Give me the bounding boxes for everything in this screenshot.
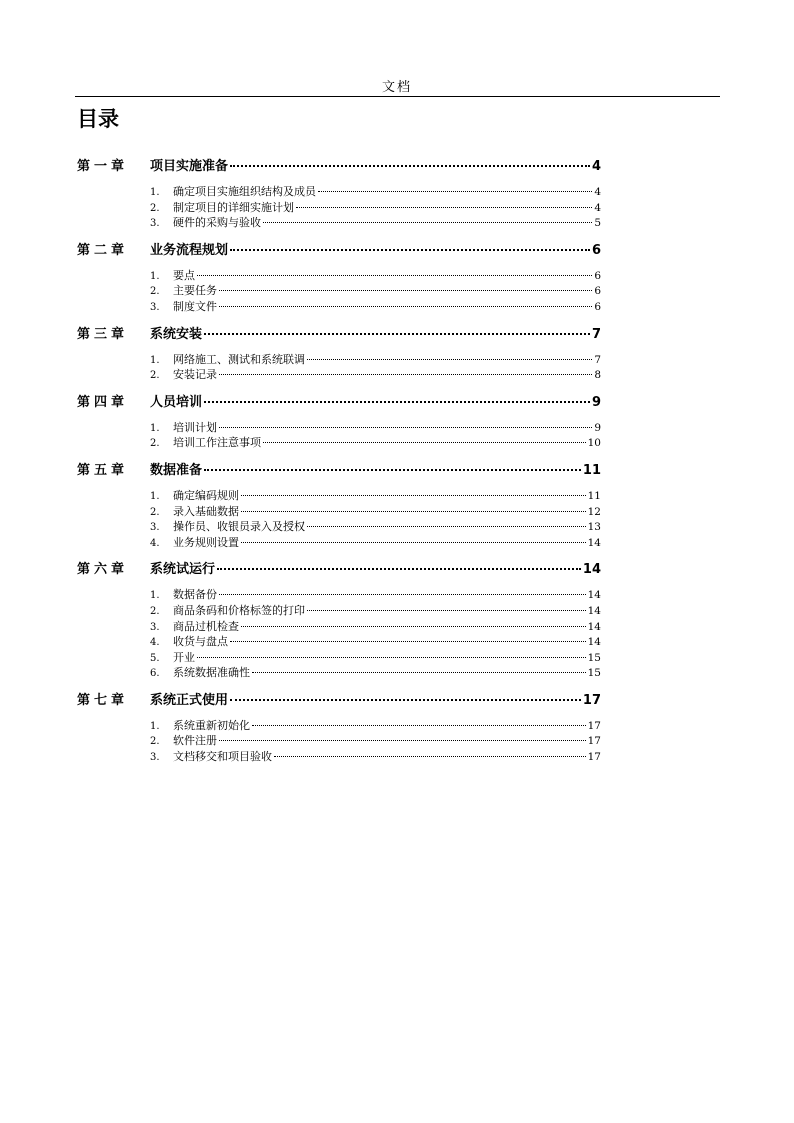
dot-leader: [219, 594, 586, 595]
section-page-number: 8: [594, 369, 601, 382]
dot-leader: [204, 333, 590, 335]
section-page-number: 15: [587, 667, 601, 680]
dot-leader: [204, 401, 590, 403]
chapter-section-list: [77, 267, 601, 314]
dot-leader: [219, 306, 592, 307]
toc-section-entry[interactable]: [77, 214, 601, 230]
chapter-title: 系统正式使用: [150, 692, 229, 708]
section-page-number: 15: [587, 651, 601, 664]
chapter-label: 第二章: [77, 242, 129, 258]
chapter-section-list: [77, 586, 601, 680]
section-title: 收货与盘点: [173, 635, 228, 649]
section-number: 3.: [150, 621, 160, 633]
dot-leader: [197, 275, 592, 276]
toc-section-entry[interactable]: [77, 664, 601, 680]
section-number: 3.: [150, 522, 160, 534]
section-page-number: 6: [594, 269, 601, 282]
toc-chapter: [77, 155, 601, 230]
toc-chapter: [77, 323, 601, 382]
chapter-title: 项目实施准备: [150, 159, 229, 174]
chapter-title: 人员培训: [150, 394, 203, 410]
dot-leader: [252, 725, 586, 726]
section-number: 6.: [150, 668, 160, 680]
toc-chapter: [77, 391, 601, 450]
chapter-title: 数据准备: [150, 462, 203, 478]
section-title: 培训计划: [173, 420, 217, 434]
chapter-label: 第六章: [77, 562, 129, 578]
section-page-number: 14: [587, 620, 601, 633]
chapter-title: 业务流程规划: [150, 242, 229, 258]
table-of-contents: [77, 155, 601, 773]
toc-section-entry[interactable]: [77, 282, 601, 298]
section-page-number: 14: [587, 536, 601, 549]
chapter-page-number: 9: [591, 394, 601, 410]
section-page-number: 9: [594, 421, 601, 434]
section-page-number: 14: [587, 589, 601, 602]
toc-section-entry[interactable]: [77, 649, 601, 665]
toc-section-entry[interactable]: [77, 267, 601, 283]
dot-leader: [230, 641, 586, 642]
section-title: 硬件的采购与验收: [173, 216, 261, 230]
toc-chapter-entry[interactable]: [77, 391, 601, 413]
chapter-label: 第一章: [77, 159, 129, 174]
section-number: 1.: [150, 720, 160, 732]
dot-leader: [274, 756, 586, 757]
dot-leader: [241, 495, 586, 496]
toc-section-entry[interactable]: [77, 419, 601, 435]
section-page-number: 5: [594, 217, 601, 230]
toc-section-entry[interactable]: [77, 503, 601, 519]
section-title: 业务规则设置: [173, 535, 239, 549]
chapter-section-list: [77, 419, 601, 450]
section-title: 商品条码和价格标签的打印: [173, 603, 305, 617]
toc-section-entry[interactable]: [77, 602, 601, 618]
section-number: 2.: [150, 286, 160, 298]
section-page-number: 12: [587, 505, 601, 518]
section-title: 商品过机检查: [173, 619, 239, 633]
dot-leader: [296, 207, 592, 208]
dot-leader: [263, 222, 592, 223]
section-title: 培训工作注意事项: [173, 436, 261, 450]
page-header: 文档: [381, 80, 412, 95]
dot-leader: [318, 191, 592, 192]
chapter-page-number: 14: [582, 562, 601, 578]
section-page-number: 14: [587, 636, 601, 649]
section-page-number: 10: [587, 437, 601, 450]
toc-section-entry[interactable]: [77, 732, 601, 748]
section-title: 系统重新初始化: [173, 718, 250, 732]
toc-section-entry[interactable]: [77, 618, 601, 634]
dot-leader: [241, 511, 586, 512]
dot-leader: [219, 427, 592, 428]
section-number: 5.: [150, 652, 160, 664]
section-number: 1.: [150, 590, 160, 602]
toc-title: 目录: [77, 107, 119, 131]
dot-leader: [241, 626, 586, 627]
section-title: 确定编码规则: [173, 488, 239, 502]
section-page-number: 17: [587, 751, 601, 764]
toc-section-entry[interactable]: [77, 366, 601, 382]
section-title: 系统数据准确性: [173, 666, 250, 680]
toc-chapter-entry[interactable]: [77, 689, 601, 711]
section-number: 2.: [150, 202, 160, 214]
toc-chapter: [77, 459, 601, 549]
toc-section-entry[interactable]: [77, 534, 601, 550]
dot-leader: [230, 699, 581, 701]
chapter-section-list: [77, 351, 601, 382]
section-number: 3.: [150, 301, 160, 313]
section-number: 3.: [150, 218, 160, 230]
chapter-title: 系统试运行: [150, 562, 216, 578]
toc-section-entry[interactable]: [77, 298, 601, 314]
toc-chapter: [77, 558, 601, 680]
section-title: 确定项目实施组织结构及成员: [173, 185, 316, 198]
toc-chapter: [77, 239, 601, 314]
section-page-number: 6: [594, 285, 601, 298]
section-title: 操作员、收银员录入及授权: [173, 520, 305, 534]
dot-leader: [230, 249, 590, 251]
toc-section-entry[interactable]: [77, 183, 601, 199]
chapter-label: 第七章: [77, 692, 129, 708]
chapter-section-list: [77, 183, 601, 230]
toc-section-entry[interactable]: [77, 434, 601, 450]
chapter-section-list: [77, 487, 601, 549]
chapter-page-number: 6: [591, 242, 601, 258]
section-number: 2.: [150, 370, 160, 382]
section-title: 开业: [173, 650, 195, 664]
chapter-page-number: 4: [591, 159, 601, 174]
section-title: 主要任务: [173, 284, 217, 298]
dot-leader: [217, 568, 581, 570]
section-number: 3.: [150, 752, 160, 764]
toc-section-entry[interactable]: [77, 518, 601, 534]
chapter-page-number: 7: [591, 326, 601, 342]
toc-chapter-entry[interactable]: [77, 323, 601, 345]
section-page-number: 4: [594, 201, 601, 214]
toc-chapter-entry[interactable]: [77, 239, 601, 261]
toc-chapter-entry[interactable]: [77, 459, 601, 481]
section-page-number: 6: [594, 300, 601, 313]
section-title: 安装记录: [173, 368, 217, 382]
dot-leader: [230, 165, 590, 167]
dot-leader: [219, 740, 586, 741]
dot-leader: [263, 442, 586, 443]
toc-chapter: [77, 689, 601, 764]
section-number: 1.: [150, 422, 160, 434]
section-title: 文档移交和项目验收: [173, 750, 272, 764]
chapter-title: 系统安装: [150, 326, 203, 342]
toc-section-entry[interactable]: [77, 199, 601, 215]
section-number: 2.: [150, 506, 160, 518]
section-page-number: 4: [594, 186, 601, 198]
dot-leader: [241, 542, 586, 543]
toc-section-entry[interactable]: [77, 351, 601, 367]
dot-leader: [307, 610, 586, 611]
section-number: 4.: [150, 637, 160, 649]
section-page-number: 11: [587, 489, 601, 502]
toc-section-entry[interactable]: [77, 586, 601, 602]
toc-section-entry[interactable]: [77, 487, 601, 503]
dot-leader: [219, 374, 592, 375]
toc-section-entry[interactable]: [77, 717, 601, 733]
toc-section-entry[interactable]: [77, 748, 601, 764]
section-title: 录入基础数据: [173, 504, 239, 518]
dot-leader: [204, 469, 581, 471]
section-page-number: 17: [587, 735, 601, 748]
section-number: 2.: [150, 438, 160, 450]
dot-leader: [197, 657, 586, 658]
section-page-number: 14: [587, 604, 601, 617]
chapter-page-number: 17: [582, 692, 601, 708]
chapter-label: 第三章: [77, 326, 129, 342]
section-title: 制定项目的详细实施计划: [173, 200, 294, 214]
section-title: 数据备份: [173, 588, 217, 602]
toc-section-entry[interactable]: [77, 633, 601, 649]
section-title: 网络施工、测试和系统联调: [173, 352, 305, 366]
section-number: 1.: [150, 490, 160, 502]
section-title: 制度文件: [173, 299, 217, 313]
section-number: 2.: [150, 736, 160, 748]
section-number: 2.: [150, 605, 160, 617]
section-number: 1.: [150, 187, 160, 198]
section-title: 要点: [173, 268, 195, 282]
section-number: 1.: [150, 270, 160, 282]
chapter-section-list: [77, 717, 601, 764]
chapter-label: 第五章: [77, 462, 129, 478]
section-page-number: 13: [587, 521, 601, 534]
header-divider: [75, 96, 720, 97]
section-title: 软件注册: [173, 734, 217, 748]
section-number: 4.: [150, 537, 160, 549]
chapter-page-number: 11: [582, 462, 601, 478]
toc-chapter-entry[interactable]: [77, 558, 601, 580]
section-page-number: 17: [587, 719, 601, 732]
section-number: 1.: [150, 354, 160, 366]
dot-leader: [252, 672, 586, 673]
dot-leader: [307, 359, 592, 360]
dot-leader: [219, 290, 592, 291]
dot-leader: [307, 526, 586, 527]
toc-chapter-entry[interactable]: [77, 155, 601, 177]
chapter-label: 第四章: [77, 394, 129, 410]
section-page-number: 7: [594, 353, 601, 366]
